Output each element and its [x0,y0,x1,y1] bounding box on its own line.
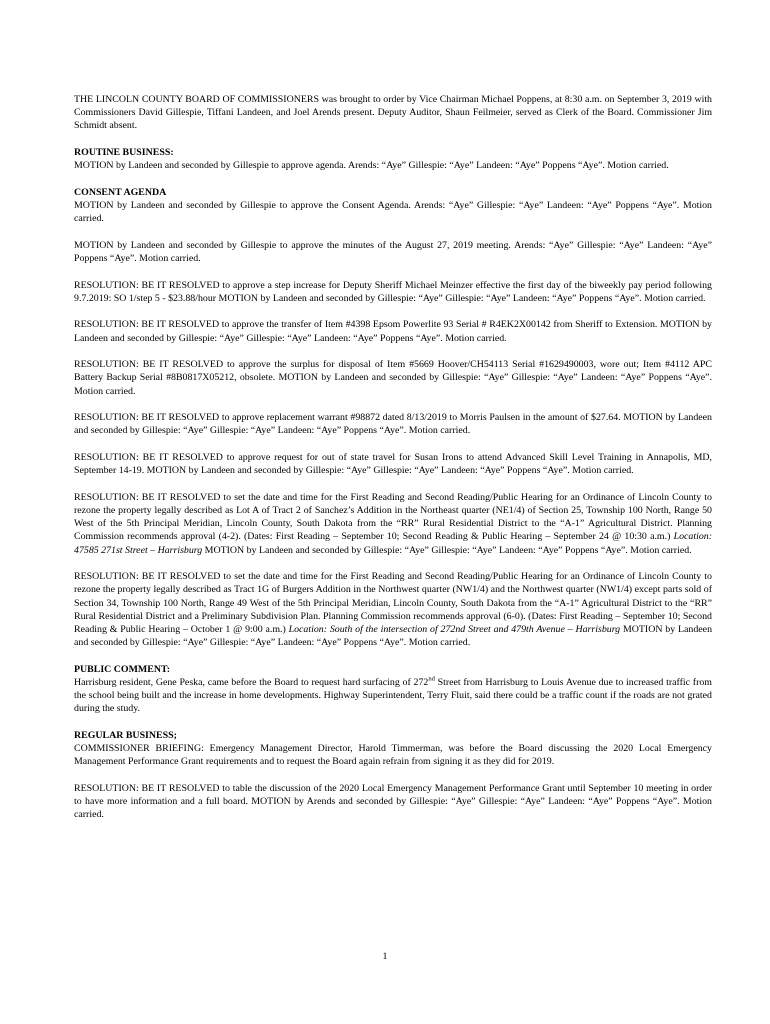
consent-agenda-section [74,186,712,226]
routine-business-heading: ROUTINE BUSINESS: [74,147,174,158]
public-comment-text-end: Street from Harrisburg to Louis Avenue due to increased traffic from the school being built and the increase in home developments. Highway Superintendent, Terry Fluit, said there could be a traffic count if the roads are not grated during the study. [74,677,712,715]
public-comment-section [74,663,712,716]
resolution-rezone-sanchez-motion: MOTION by Landeen and seconded by Gillespie: “Aye” Gillespie: “Aye” Landeen: “Aye” Poppens “Aye”. Motion carried. [204,544,692,556]
regular-business-section [74,729,712,769]
resolution-transfer: RESOLUTION: BE IT RESOLVED to approve the transfer of Item #4398 Epsom Powerlite 93 Serial # R4EK2X00142 from Sheriff to Extension. MOTION by Landeen and seconded by Gillespie: “Aye” Gillespie: “Aye” Landeen: “Aye” Poppens “Aye”. Motion carried. [74,319,712,344]
routine-business-section [74,146,712,172]
public-comment-heading: PUBLIC COMMENT: [74,663,171,675]
commissioner-briefing: COMMISSIONER BRIEFING: Emergency Management Director, Harold Timmerman, was before the Board discussing the 2020 Local Emergency Management Performance Grant requirements and to request the Board again refrain from signing it as they did for 2019. [74,743,712,768]
resolution-rezone-sanchez-text: RESOLUTION: BE IT RESOLVED to set the date and time for the First Reading and Second Reading/Public Hearing for an Ordinance of Lincoln County to rezone the property legally described as Lot A of Tract 2 of Sanchez’s Addition in the Northeast quarter (NE1/4) of Section 25, Township 100 North, Range 50 West of the 5th Principal Meridian, Lincoln County, South Dakota from the “RR” Rural Residential District to the “A-1” Agricultural District. Planning Commission recommends approval (4-2). (Dates: First Reading – September 10; Second Reading & Public Hearing – September 24 @ 10:30 a.m.) [74,491,712,543]
resolution-rezone-burgers-text: RESOLUTION: BE IT RESOLVED to set the date and time for the First Reading and Second Reading/Public Hearing for an Ordinance of Lincoln County to rezone the property legally described as Tract 1G of Burgers Addition in the Northwest quarter (NW1/4) and the Northwest quarter (NW1/4) except parts sold of Section 34, Township 100 North, Range 49 West of the 5th Principal Meridian, Lincoln County, South Dakota from the “A-1” Agricultural District to the “RR” Rural Residential District and a Preliminary Subdivision Plan. Planning Commission recommends approval (6-0). (Dates: First Reading – September 10; Second Reading & Public Hearing – October 1 @ 9:00 a.m.) [74,571,712,635]
resolution-travel-request: RESOLUTION: BE IT RESOLVED to approve request for out of state travel for Susan Irons to attend Advanced Skill Level Training in Annapolis, MD, September 14-19. MOTION by Landeen and seconded by Gillespie: “Aye” Gillespie: “Aye” Landeen: “Aye” Poppens “Aye”. Motion carried. [74,451,712,477]
public-comment-text-start: Harrisburg resident, Gene Peska, came before the Board to request hard surfacing of 272 [74,677,429,688]
routine-agenda-motion: MOTION by Landeen and seconded by Gillespie to approve agenda. Arends: “Aye” Gillespie: “Aye” Landeen: “Aye” Poppens “Aye”. Motion carried. [74,160,669,172]
page-number: 1 [382,951,388,962]
resolution-surplus: RESOLUTION: BE IT RESOLVED to approve the surplus for disposal of Item #5669 Hoover/CH54113 Serial #1629490003, wore out; Item #4112 APC Battery Backup Serial #8B0817X05212, obsolete. MOTION by Landeen and seconded by Gillespie: “Aye” Gillespie: “Aye” Landeen: “Aye” Poppens “Aye”. Motion carried. [74,359,712,397]
resolution-rezone-burgers-location: Location: South of the intersection of 272nd Street and 479th Avenue – Harrisburg [288,624,621,635]
ordinal-suffix: nd [428,675,435,683]
resolution-rezone-burgers-motion: MOTION by Landeen and seconded by Gillespie: “Aye” Gillespie: “Aye” Landeen: “Aye” Poppens “Aye”. Motion carried. [74,624,713,649]
minutes-approval-motion: MOTION by Landeen and seconded by Gillespie to approve the minutes of the August 27, 2019 meeting. Arends: “Aye” Gillespie: “Aye” Landeen: “Aye” Poppens “Aye”. Motion carried. [74,239,712,264]
consent-agenda-heading: CONSENT AGENDA [74,186,167,198]
consent-agenda-motion: MOTION by Landeen and seconded by Gillespie to approve the Consent Agenda. Arends: “Aye” Gillespie: “Aye” Landeen: “Aye” Poppens “Aye”. Motion carried. [74,200,712,225]
resolution-rezone-sanchez [74,491,712,557]
regular-business-heading: REGULAR BUSINESS; [74,730,177,741]
resolution-rezone-sanchez-location: Location: 47585 271st Street – Harrisburg [74,531,712,556]
intro-paragraph: THE LINCOLN COUNTY BOARD OF COMMISSIONERS was brought to order by Vice Chairman Michael Poppens, at 8:30 a.m. on September 3, 2019 with Commissioners David Gillespie, Tiffani Landeen, and Joel Arends present. Deputy Auditor, Shaun Feilmeier, served as Clerk of the Board. Commissioner Jim Schmidt absent. [74,94,712,132]
resolution-replacement-warrant: RESOLUTION: BE IT RESOLVED to approve replacement warrant #98872 dated 8/13/2019 to Morris Paulsen in the amount of $27.64. MOTION by Landeen and seconded by Gillespie: “Aye” Gillespie: “Aye” Landeen: “Aye” Poppens “Aye”. Motion carried. [74,412,712,437]
resolution-table-discussion: RESOLUTION: BE IT RESOLVED to table the discussion of the 2020 Local Emergency Management Performance Grant until September 10 meeting in order to have more information and a full board. MOTION by Arends and seconded by Gillespie: “Aye” Gillespie: “Aye” Landeen: “Aye” Poppens “Aye”. Motion carried. [74,783,712,821]
resolution-step-increase: RESOLUTION: BE IT RESOLVED to approve a step increase for Deputy Sheriff Michael Meinzer effective the first day of the biweekly pay period following 9.7.2019: SO 1/step 5 - $23.88/hour MOTION by Landeen and seconded by Gillespie: “Aye” Gillespie: “Aye” Landeen: “Aye” Poppens “Aye”. Motion carried. [74,279,712,304]
minutes-document [74,93,712,835]
resolution-rezone-burgers [74,570,712,649]
